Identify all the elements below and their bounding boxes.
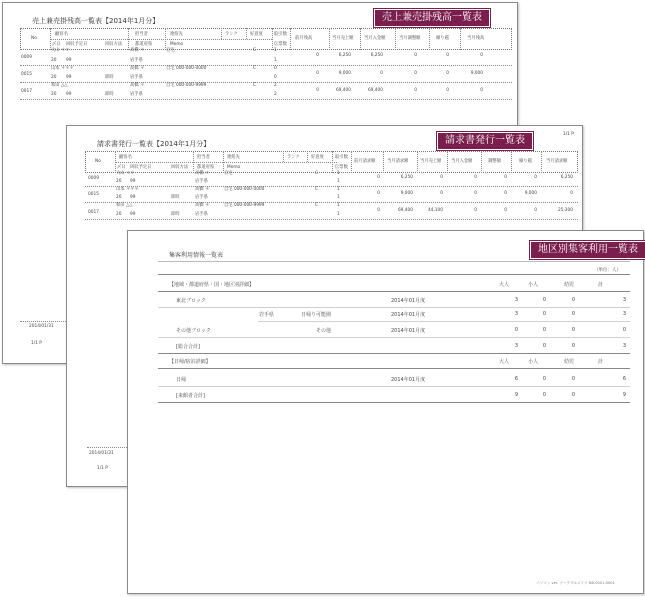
sheet1-h-col5: 当月残高 bbox=[467, 36, 485, 41]
sheet1-h-pref: 都道府県 bbox=[135, 42, 153, 47]
sheet2-h-count: 取引数 bbox=[335, 155, 348, 160]
sheet1-h-method: 回収方法 bbox=[105, 42, 123, 47]
report-sheet-sales-balance: 売上兼売掛残高一覧表【2014年1月分】 No 顧客名 〆日 回収予定日 回収方法 担当者 都道府県 連絡先 Memo ランク 好意度 取引数 伝票数 前月残高 当月売上額 当月入金額 当月調整額 繰り越 当月残高 0009 大山 ＊＊ 20 99 高橋 ＊ 岩手県 自宅 C 1 1 0 6,250 6,250 0 0 0 0015 山本 ＊＊＊ 20 99 即時 高橋 ＊ 岩手県 自宅 000-000-0000 C 0 0 0 9,000 0 0 0 9,000 0017 和田 △△ 20 99 即時 高橋 ＊ 岩手県 自宅 000-000-9999 C 2 2 0 69,400 69,400 0 0 0 2014/01/31 1/1 P bbox=[2, 2, 518, 364]
sheet1-h-customer: 顧客名 bbox=[55, 32, 68, 37]
sheet3-s2-col-total: 計 bbox=[598, 359, 604, 365]
sheet2-h-col4: 調整額 bbox=[488, 159, 501, 164]
sheet1-h-letters: 伝票数 bbox=[274, 42, 287, 47]
sheet1-h-no: No bbox=[31, 36, 37, 41]
sheet3-section2-header: 【日帰/宿泊詳細】 bbox=[169, 359, 211, 365]
sheet2-h-col6: 当月請求額 bbox=[546, 159, 568, 164]
sheet2-h-col2: 当月売上額 bbox=[420, 159, 442, 164]
sheet2-h-method: 回収方法 bbox=[171, 165, 189, 170]
sheet1-h-contact: 連絡先 bbox=[170, 32, 183, 37]
sheet2-h-rank: ランク bbox=[287, 155, 300, 160]
sheet1-h-staff: 担当者 bbox=[135, 32, 148, 37]
sheet1-h-fav: 好意度 bbox=[250, 32, 263, 37]
sheet3-s2-col-infant: 幼児 bbox=[564, 359, 575, 365]
sheet2-label: 請求書発行一覧表 bbox=[437, 132, 533, 150]
sheet3-s1-col-total: 計 bbox=[598, 282, 604, 288]
sheet1-footer-date: 2014/01/31 bbox=[29, 324, 54, 329]
sheet1-h-col3: 当月調整額 bbox=[399, 36, 421, 41]
sheet1-h-memo: Memo bbox=[170, 42, 184, 47]
sheet3-s1-col-infant: 幼児 bbox=[564, 282, 575, 288]
sheet3-s2-col-adult: 大人 bbox=[499, 359, 510, 365]
sheet1-title: 売上兼売掛残高一覧表【2014年1月分】 bbox=[32, 17, 160, 25]
sheet1-label: 売上兼売掛残高一覧表 bbox=[374, 9, 490, 27]
sheet2-h-col3: 当月入金額 bbox=[451, 159, 473, 164]
sheet1-h-collect: 回収予定日 bbox=[66, 42, 88, 47]
sheet2-corner-page: 1/1 P bbox=[563, 132, 574, 137]
sheet1-h-rank: ランク bbox=[225, 32, 238, 37]
sheet3-s1-col-adult: 大人 bbox=[499, 282, 510, 288]
sheet1-page-number: 1/1 P bbox=[31, 341, 42, 346]
sheet1-h-col2: 当月入金額 bbox=[364, 36, 386, 41]
sheet3-section1-header: 【地域・都道府県・国・地区別詳細】 bbox=[169, 282, 255, 288]
sheet2-h-collect: 回収予定日 bbox=[130, 165, 152, 170]
sheet1-h-col0: 前月残高 bbox=[295, 36, 313, 41]
sheet3-label: 地区別集客利用一覧表 bbox=[530, 241, 645, 259]
sheet2-h-close: 〆日 bbox=[117, 165, 126, 170]
sheet2-h-pref: 都道府県 bbox=[197, 165, 215, 170]
sheet3-s1-col-child: 小人 bbox=[528, 282, 539, 288]
sheet3-title: 集客利用情報一覧表 bbox=[169, 252, 224, 259]
report-sheet-invoice-list: 請求書発行一覧表【2014年1月分】 1/1 P No 顧客名 〆日 回収予定日 回収方法 担当者 都道府県 連絡先 Memo ランク 好意度 取引数 伝票数 前月請求額 当月請求額 当月売上額 当月入金額 調整額 繰り越 当月請求額 0009 大山 ＊＊ 20 99 高橋 ＊ 岩手県 自宅 C 1 1 0 6,250 0 0 0 0 6,250 0015 山本 ＊＊＊ 20 99 即時 高橋 ＊ 岩手県 自宅 000-000-0000 C 1 1 0 9,000 0 0 0 9,000 0 0017 和田 △△ 20 99 即時 高橋 ＊ 岩手県 自宅 000-000-9999 C 1 1 0 69,400 44,100 0 0 0 25,300 2014/01/31 1/1 P bbox=[66, 125, 583, 487]
sheet2-h-memo: Memo bbox=[227, 165, 241, 170]
sheet2-h-col1: 当月請求額 bbox=[387, 159, 409, 164]
sheet3-unit: （単位：人） bbox=[594, 268, 621, 273]
sheet2-h-no: No bbox=[95, 159, 101, 164]
sheet1-h-count: 取引数 bbox=[274, 32, 287, 37]
sheet2-page-number: 1/1 P bbox=[97, 466, 108, 471]
sheet2-h-letters: 伝票数 bbox=[335, 165, 348, 170]
sheet2-h-fav: 好意度 bbox=[311, 155, 324, 160]
sheet2-h-customer: 顧客名 bbox=[119, 155, 132, 160]
sheet3-footer: パソコン ver. ソーラプルメイツ NB-0001-0001 bbox=[536, 581, 615, 585]
sheet1-h-close: 〆日 bbox=[52, 42, 61, 47]
sheet2-h-contact: 連絡先 bbox=[227, 155, 240, 160]
report-sheet-visitor-usage: 集客利用情報一覧表 （単位：人） 【地域・都道府県・国・地区別詳細】 大人 小人 幼児 計 東北ブロック 2014年01月度 3 0 0 3 岩手県 日帰り可能圏 2014年01月度 3 0 0 3 その他ブロック その他 2014年01月度 0 0 0 0 [総合合計] 3 0 0 3 【日帰/宿泊詳細】 大人 小人 幼児 計 日帰 2014年01月度 6 0 0 6 [来館者合計] 9 0 0 9 パソコン ver. ソーラプルメイツ NB-0001-0001 bbox=[127, 230, 644, 594]
sheet1-h-col1: 当月売上額 bbox=[332, 36, 354, 41]
sheet2-h-col0: 前月請求額 bbox=[354, 159, 376, 164]
sheet3-s2-col-child: 小人 bbox=[528, 359, 539, 365]
sheet1-h-col4: 繰り越 bbox=[436, 36, 449, 41]
sheet2-h-staff: 担当者 bbox=[197, 155, 210, 160]
sheet2-footer-date: 2014/01/31 bbox=[89, 451, 114, 456]
sheet2-title: 請求書発行一覧表【2014年1月分】 bbox=[97, 140, 211, 148]
sheet2-h-col5: 繰り越 bbox=[519, 159, 532, 164]
